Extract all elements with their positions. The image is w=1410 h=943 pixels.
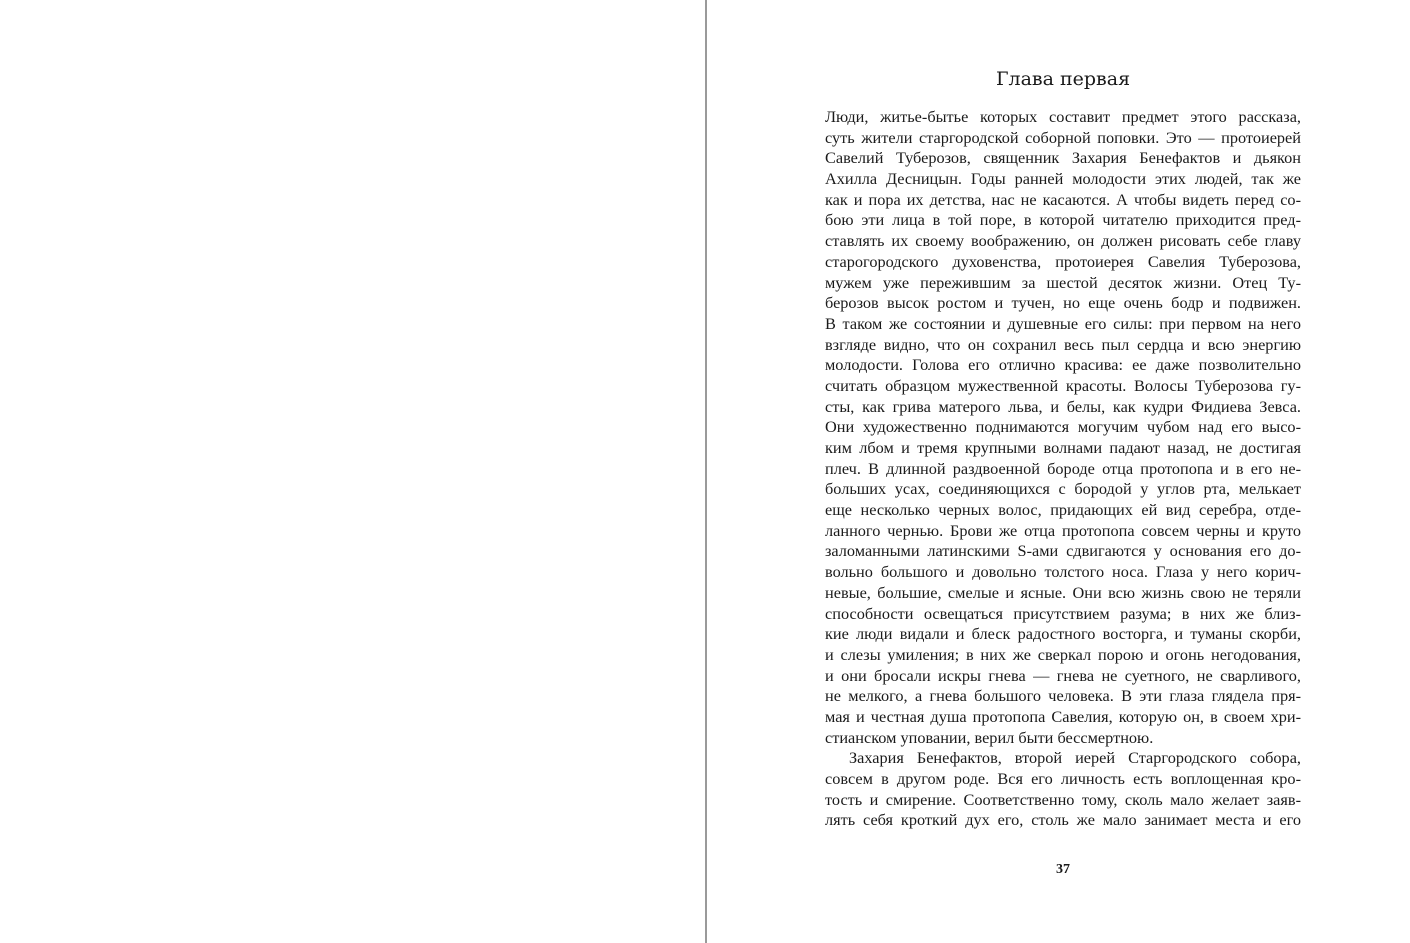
body-text: [825, 107, 1301, 831]
text-line: Захария Бенефактов, второй иерей Старгородского собора,: [849, 748, 1301, 768]
text-line: Люди, житье-бытье которых составит предмет этого рассказа,: [825, 107, 1301, 126]
text-line: и слезы умиления; в них же сверкал порою и огонь негодования,: [825, 644, 1301, 664]
text-line: плеч. В длинной раздвоенной бороде отца протопопа и в его не-: [825, 458, 1301, 478]
text-line: берозов высок ростом и тучен, но еще очень бодр и подвижен.: [825, 293, 1301, 313]
text-line: бою эти лица в той поре, в которой читателю приходится пред-: [825, 210, 1301, 230]
text-line: совсем в другом роде. Вся его личность есть воплощенная кро-: [825, 769, 1301, 788]
text-line: мужем уже пережившим за шестой десяток жизни. Отец Ту-: [825, 272, 1301, 292]
text-line: еще несколько черных волос, придающих ей вид серебра, отде-: [825, 500, 1301, 520]
text-line: заломанными латинскими S-ами сдвигаются у основания его до-: [825, 541, 1301, 561]
text-line: мая и честная душа протопопа Савелия, которую он, в своем хри-: [825, 706, 1301, 726]
chapter-title: Глава первая: [995, 68, 1131, 90]
text-line: взгляде видно, что он сохранил весь пыл сердца и всю энергию: [825, 334, 1301, 354]
text-line: Ахилла Десницын. Годы ранней молодости этих людей, так же: [825, 169, 1301, 189]
text-line: невые, большие, смелые и ясные. Они всю жизнь свою не теряли: [825, 582, 1301, 602]
text-line: не мелкого, а гнева большого человека. В эти глаза глядела пря-: [825, 686, 1301, 706]
paragraph-2: [825, 748, 1301, 831]
text-line: старогородского духовенства, протоиерея Савелия Туберозова,: [825, 251, 1301, 271]
text-line: способности освещаться присутствием разума; в них же близ-: [825, 603, 1301, 623]
text-line: стианском уповании, верил быти бессмертною.: [825, 727, 1154, 747]
text-line: как и пора их детства, нас не касаются. А чтобы видеть перед со-: [825, 189, 1301, 209]
page-number: 37: [1056, 862, 1070, 877]
paragraph-1: [825, 107, 1301, 748]
text-line: считать образцом мужественной красоты. Волосы Туберозова гу-: [825, 375, 1301, 395]
text-line: ким лбом и тремя крупными волнами падают назад, не достигая: [825, 438, 1301, 457]
text-line: и они бросали искры гнева — гнева не суетного, не сварливого,: [825, 665, 1301, 685]
text-line: кие люди видали и блеск радостного восторга, и туманы скорби,: [825, 624, 1301, 644]
text-line: лять себя кроткий дух его, столь же мало занимает места и его: [825, 810, 1301, 830]
text-line: ставлять их своему воображению, он должен рисовать себе главу: [825, 231, 1301, 251]
text-line: больших усах, соединяющихся с бородой у углов рта, мелькает: [825, 479, 1301, 499]
text-line: молодости. Голова его отлично красива: ее даже позволительно: [825, 355, 1301, 375]
text-line: сты, как грива матерого льва, и белы, как кудри Фидиева Зевса.: [825, 396, 1301, 416]
text-line: тость и смирение. Соответственно тому, сколь мало желает заяв-: [825, 789, 1301, 809]
text-line: Они художественно поднимаются могучим чубом над его высо-: [825, 417, 1301, 437]
text-line: суть жители старгородской соборной поповки. Это — протоиерей: [825, 127, 1301, 147]
text-line: вольно большого и довольно толстого носа. Глаза у него корич-: [825, 562, 1301, 582]
text-line: В таком же состоянии и душевные его силы: при первом на него: [825, 313, 1301, 333]
text-line: Савелий Туберозов, священник Захария Бенефактов и дьякон: [825, 148, 1301, 168]
text-line: ланного чернью. Брови же отца протопопа совсем черны и круто: [825, 520, 1301, 540]
